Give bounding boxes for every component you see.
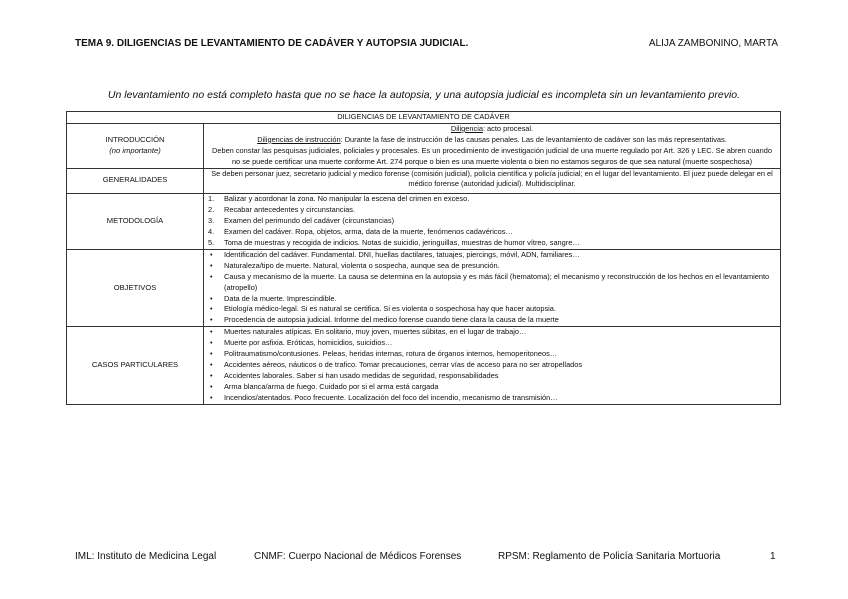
list-item: 5. Toma de muestras y recogida de indicios. Notas de suicidio, jeringuillas, muestras de humor vítreo, sangre…	[208, 237, 580, 247]
intro-paragraph: Deben constar las pesquisas judiciales, policiales y procesales. Es un procedimiento de investigación judicial de una muerte regulado por Art. 326 y LEC. Se abren cuando no se puede certificar una muerte conforme Art. 274 porque o bien es una muerte violenta o bien no estamos seguros de que sea natural (muerte sospechosa)	[212, 145, 772, 166]
table-title: DILIGENCIAS DE LEVANTAMIENTO DE CADÁVER	[67, 112, 781, 124]
bullet-icon: •	[210, 381, 213, 391]
row-label-objetivos: OBJETIVOS	[67, 249, 204, 326]
bullet-icon: •	[210, 271, 213, 281]
bullet-icon: •	[210, 260, 213, 270]
list-item: • Arma blanca/arma de fuego. Cuidado por si el arma está cargada	[210, 381, 439, 391]
list-item: • Accidentes laborales. Saber si han usado medidas de seguridad, responsabilidades	[210, 370, 499, 380]
list-item: 1. Balizar y acordonar la zona. No manipular la escena del crimen en exceso.	[208, 194, 470, 204]
bullet-icon: •	[210, 392, 213, 402]
label-text: INTRODUCCIÓN	[105, 134, 165, 144]
list-item: • Naturaleza/tipo de muerte. Natural, violenta o sospecha, aunque sea de presunción.	[210, 260, 500, 270]
footer-cnmf: CNMF: Cuerpo Nacional de Médicos Forenses	[254, 551, 462, 562]
diligencias-table	[66, 111, 781, 405]
page-number: 1	[770, 551, 776, 562]
casos-list	[208, 327, 776, 403]
bullet-icon: •	[210, 293, 213, 303]
instruccion-definition	[208, 135, 776, 146]
list-item: • Politraumatismo/contusiones. Peleas, heridas internas, rotura de órganos internos, hemoperitoneos…	[210, 349, 558, 359]
list-item: • Muertes naturales atípicas. En solitario, muy joven, muertes súbitas, en el lugar de trabajo…	[210, 327, 527, 337]
row-label-generalidades: GENERALIDADES	[67, 168, 204, 194]
table-row-objetivos	[67, 249, 781, 326]
list-item: • Procedencia de autopsia judicial. Informe del medico forense cuando tiene clara la causa de la muerte	[210, 315, 559, 325]
list-item: • Causa y mecanismo de la muerte. La causa se determina en la autopsia y es más fácil (hematoma); el mecanismo y reconstrucción de los hechos en el levantamiento (atropello)	[210, 271, 770, 292]
row-content-introduccion	[204, 123, 781, 168]
metodologia-list	[208, 194, 776, 249]
bullet-icon: •	[210, 359, 213, 369]
list-item: • Identificación del cadáver. Fundamental. DNI, huellas dactilares, tatuajes, piercings, móvil, ADN, familiares…	[210, 249, 580, 259]
list-item: • Data de la muerte. Imprescindible.	[210, 293, 337, 303]
row-label-casos: CASOS PARTICULARES	[67, 327, 204, 404]
intro-quote: Un levantamiento no está completo hasta que no se hace la autopsia, y una autopsia judicial es incompleta sin un levantamiento previo.	[107, 89, 741, 101]
bullet-icon: •	[210, 304, 213, 314]
row-content-casos	[204, 327, 781, 404]
bullet-icon: •	[210, 338, 213, 348]
diligencia-definition	[208, 124, 776, 135]
document-title: TEMA 9. DILIGENCIAS DE LEVANTAMIENTO DE CADÁVER Y AUTOPSIA JUDICIAL.	[75, 38, 469, 49]
table-row-introduccion	[67, 123, 781, 168]
list-item: • Etiología médico-legal. Si es natural se certifica. Si es violenta o sospechosa hay que hacer autopsia.	[210, 304, 556, 314]
objetivos-list	[208, 250, 776, 326]
author-name: ALIJA ZAMBONINO, MARTA	[648, 38, 778, 49]
table-row-metodologia	[67, 194, 781, 250]
bullet-icon: •	[210, 327, 213, 337]
row-content-generalidades: Se deben personar juez, secretario judicial y medico forense (comisión judicial), policía científica y policía judicial; en el lugar del levantamiento. El juez puede delegar en el médico forense (autoridad judicial). Multidisciplinar.	[204, 168, 781, 194]
row-label-introduccion	[67, 123, 204, 168]
row-content-metodologia	[204, 194, 781, 250]
footer-iml: IML: Instituto de Medicina Legal	[75, 551, 217, 562]
list-item: 4. Examen del cadáver. Ropa, objetos, arma, data de la muerte, fenómenos cadavéricos…	[208, 227, 513, 237]
list-item: • Incendios/atentados. Poco frecuente. Localización del foco del incendio, mecanismo de transmisión…	[210, 392, 558, 402]
list-item: • Accidentes aéreos, náuticos o de trafico. Tomar precauciones, cerrar vías de acceso para no ser atropellados	[210, 359, 583, 369]
bullet-icon: •	[210, 249, 213, 259]
bullet-icon: •	[210, 349, 213, 359]
diligencia-text: : acto procesal.	[482, 123, 534, 133]
instruccion-term: Diligencias de instrucción	[257, 134, 341, 144]
footer-rpsm: RPSM: Reglamento de Policía Sanitaria Mortuoria	[498, 551, 721, 562]
bullet-icon: •	[210, 315, 213, 325]
list-item: 3. Examen del perimundo del cadáver (circunstancias)	[208, 216, 395, 226]
list-item: 2. Recabar antecedentes y circunstancias.	[208, 205, 356, 215]
row-content-objetivos	[204, 249, 781, 326]
list-item: • Muerte por asfixia. Eróticas, homicidios, suicidios…	[210, 338, 393, 348]
label-subtext: (no importante)	[109, 145, 161, 155]
diligencia-term: Diligencia	[450, 123, 483, 133]
instruccion-text: : Durante la fase de instrucción de las causas penales. Las de levantamiento de cadáver son las más representativas.	[340, 134, 727, 144]
table-row-casos	[67, 327, 781, 404]
row-label-metodologia: METODOLOGÍA	[67, 194, 204, 250]
bullet-icon: •	[210, 370, 213, 380]
table-row-generalidades	[67, 168, 781, 194]
